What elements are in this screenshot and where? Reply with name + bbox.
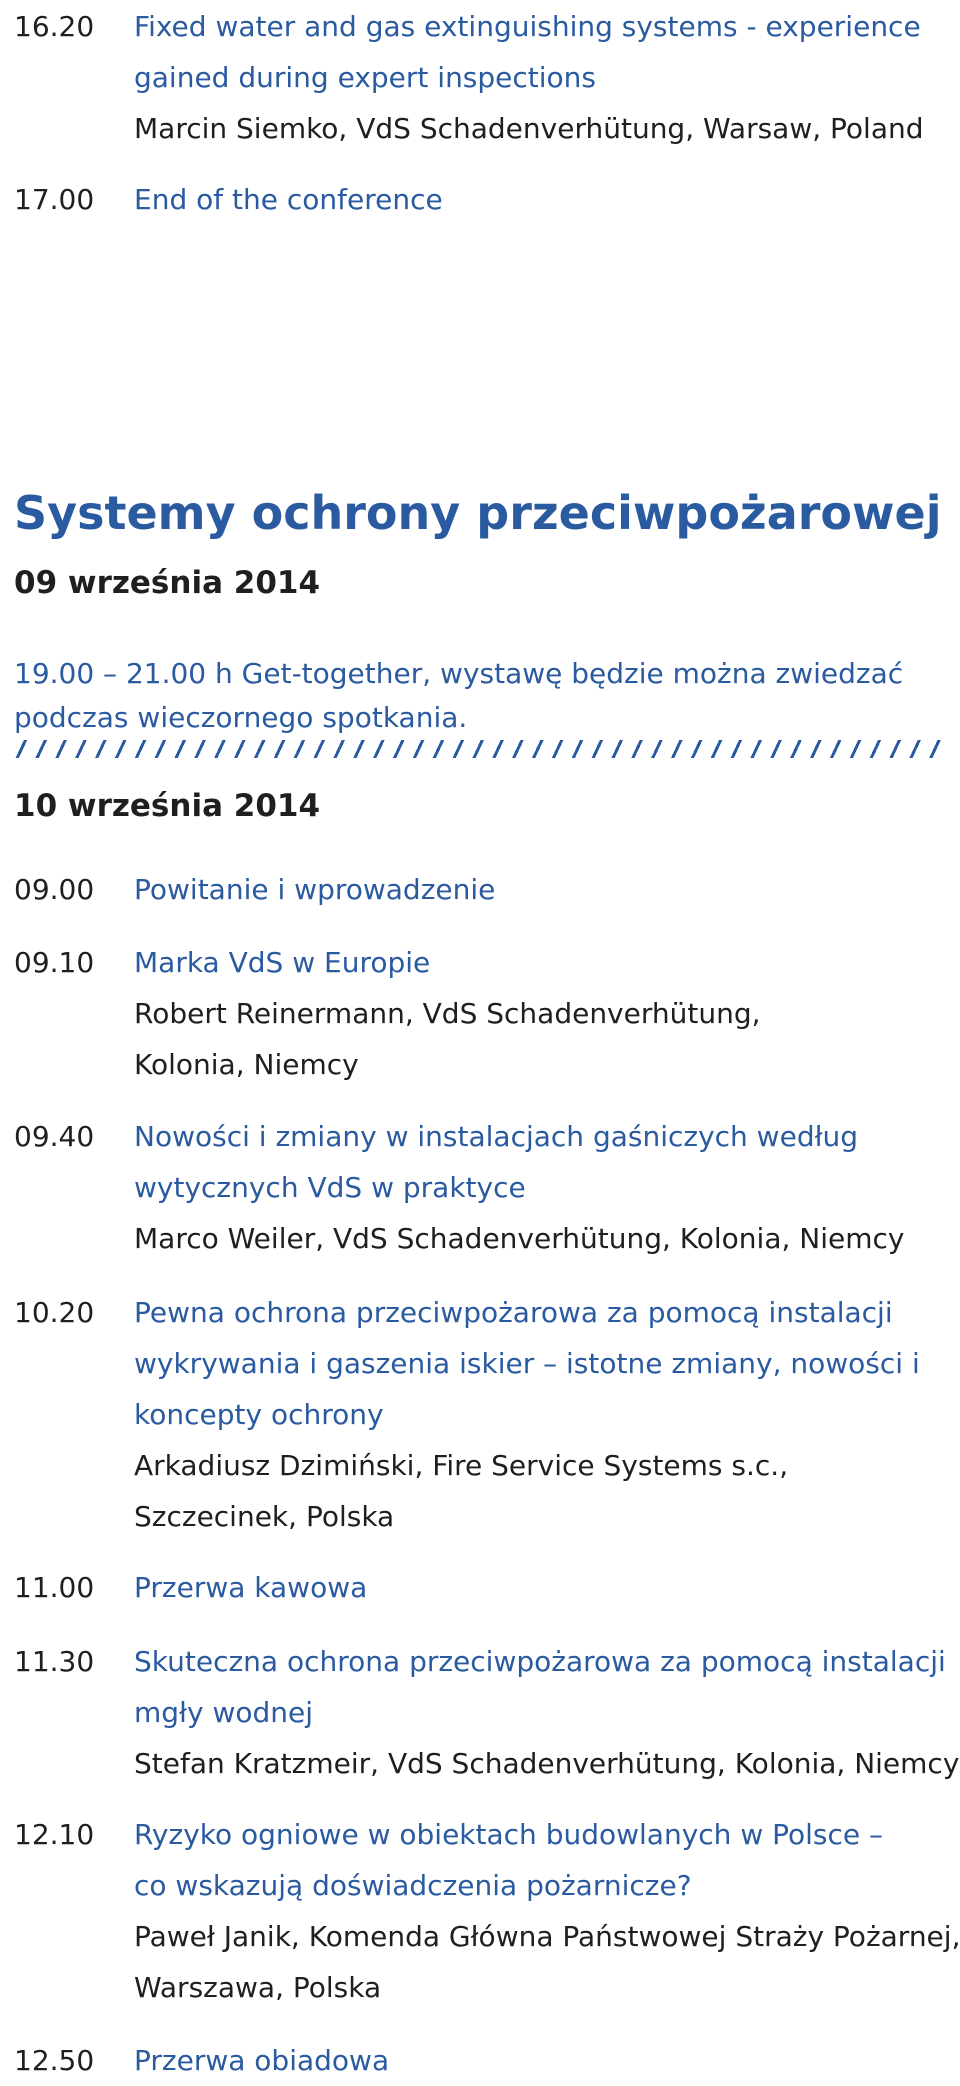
item-speaker-line: Paweł Janik, Komenda Główna Państwowej Straży Pożarnej,	[134, 1920, 960, 1953]
item-time: 11.00	[14, 1571, 95, 1604]
item-title-line: gained during expert inspections	[134, 61, 597, 94]
item-title-line: End of the conference	[134, 183, 443, 216]
item-title-line: wykrywania i gaszenia iskier – istotne zmiany, nowości i	[134, 1347, 920, 1380]
item-content	[134, 1809, 960, 2013]
item-time: 16.20	[14, 10, 95, 43]
item-speaker-line: Warszawa, Polska	[134, 1971, 382, 2004]
item-speaker-line: Arkadiusz Dzimiński, Fire Service Systems s.c.,	[134, 1449, 789, 1482]
item-title-line: Przerwa kawowa	[134, 1571, 368, 1604]
item-content	[134, 1111, 944, 1264]
item-time: 09.00	[14, 873, 95, 906]
item-content	[134, 864, 944, 915]
item-content	[134, 2035, 944, 2086]
item-time: 12.10	[14, 1818, 95, 1851]
item-content	[134, 1, 944, 154]
get-together-note: 19.00 – 21.00 h Get-together, wystawę będzie można zwiedzać podczas wieczornego spotkania.	[14, 657, 904, 734]
item-time: 17.00	[14, 183, 95, 216]
item-content	[134, 937, 944, 1090]
section-title: Systemy ochrony przeciwpożarowej	[14, 485, 942, 540]
item-time: 10.20	[14, 1296, 95, 1329]
item-speaker-line: Robert Reinermann, VdS Schadenverhütung,	[134, 997, 761, 1030]
item-title-line: mgły wodnej	[134, 1696, 314, 1729]
item-speaker-line: Kolonia, Niemcy	[134, 1048, 359, 1081]
item-content	[134, 1287, 944, 1542]
item-content	[134, 174, 944, 225]
item-time: 11.30	[14, 1645, 95, 1678]
item-title-line: Skuteczna ochrona przeciwpożarowa za pomocą instalacji	[134, 1645, 946, 1678]
item-title-line: koncepty ochrony	[134, 1398, 384, 1431]
item-title-line: Pewna ochrona przeciwpożarowa za pomocą instalacji	[134, 1296, 893, 1329]
item-title-line: wytycznych VdS w praktyce	[134, 1171, 526, 1204]
item-content	[134, 1636, 960, 1789]
item-speaker-line: Szczecinek, Polska	[134, 1500, 395, 1533]
item-title-line: Powitanie i wprowadzenie	[134, 873, 496, 906]
item-time: 09.40	[14, 1120, 95, 1153]
item-speaker-line: Marcin Siemko, VdS Schadenverhütung, Warsaw, Poland	[134, 112, 924, 145]
item-time: 12.50	[14, 2044, 95, 2077]
item-time: 09.10	[14, 946, 95, 979]
item-title-line: Ryzyko ogniowe w obiektach budowlanych w Polsce –	[134, 1818, 884, 1851]
day-date: 10 września 2014	[14, 788, 321, 824]
item-content	[134, 1562, 944, 1613]
hatched-divider	[14, 740, 946, 758]
day-date: 09 września 2014	[14, 565, 321, 601]
item-speaker-line: Marco Weiler, VdS Schadenverhütung, Kolonia, Niemcy	[134, 1222, 905, 1255]
item-speaker-line: Stefan Kratzmeir, VdS Schadenverhütung, Kolonia, Niemcy	[134, 1747, 960, 1780]
item-title-line: co wskazują doświadczenia pożarnicze?	[134, 1869, 692, 1902]
item-title-line: Fixed water and gas extinguishing systems - experience	[134, 10, 921, 43]
item-title-line: Marka VdS w Europie	[134, 946, 431, 979]
item-title-line: Nowości i zmiany w instalacjach gaśniczych według	[134, 1120, 859, 1153]
item-title-line: Przerwa obiadowa	[134, 2044, 390, 2077]
